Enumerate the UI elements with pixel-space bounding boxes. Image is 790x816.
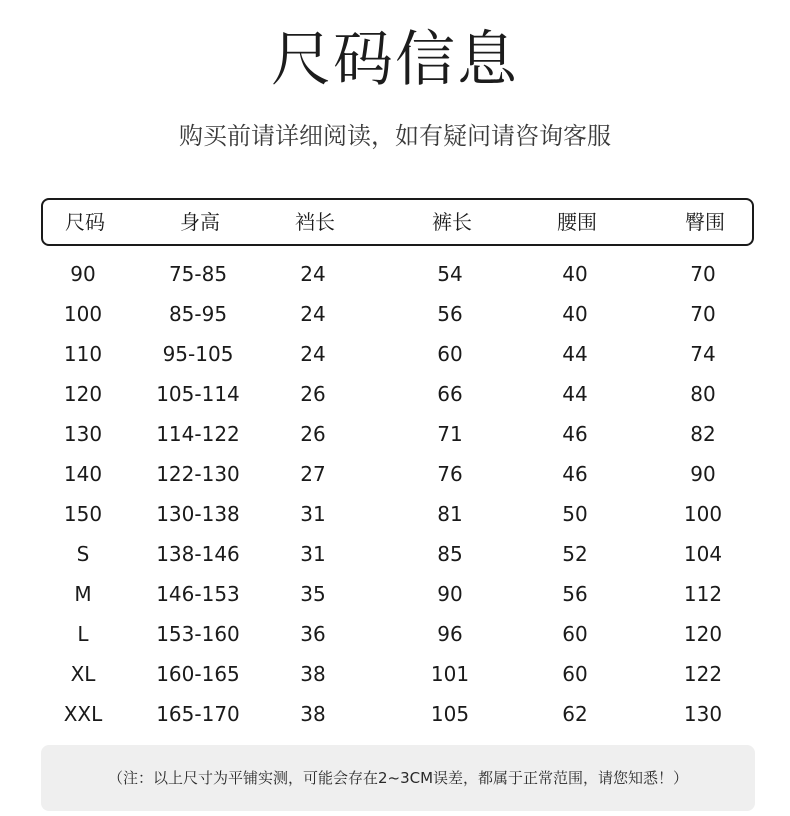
size-note-text: （注：以上尺寸为平铺实测，可能会存在2~3CM误差，都属于正常范围，请您知悉！）: [107, 769, 689, 787]
cell-height: 153-160: [156, 622, 240, 646]
cell-waist: 40: [562, 302, 588, 326]
cell-pants-length: 96: [437, 622, 463, 646]
cell-hip: 90: [690, 462, 716, 486]
cell-hip: 74: [690, 342, 716, 366]
cell-height: 146-153: [156, 582, 240, 606]
cell-waist: 60: [562, 622, 588, 646]
cell-waist: 62: [562, 702, 588, 726]
cell-height: 165-170: [156, 702, 240, 726]
cell-rise: 27: [300, 462, 326, 486]
page-subtitle: 购买前请详细阅读，如有疑问请咨询客服: [179, 122, 611, 150]
cell-size: 100: [63, 302, 103, 326]
table-row: [41, 494, 754, 534]
cell-hip: 120: [683, 622, 723, 646]
cell-size: XL: [70, 662, 96, 686]
cell-hip: 100: [683, 502, 723, 526]
table-row: [41, 614, 754, 654]
cell-rise: 24: [300, 262, 326, 286]
cell-pants-length: 54: [437, 262, 463, 286]
cell-size: 130: [63, 422, 103, 446]
cell-pants-length: 71: [437, 422, 463, 446]
cell-height: 105-114: [156, 382, 240, 406]
cell-rise: 31: [300, 542, 326, 566]
cell-hip: 70: [690, 302, 716, 326]
cell-hip: 104: [683, 542, 723, 566]
cell-waist: 40: [562, 262, 588, 286]
cell-pants-length: 105: [430, 702, 470, 726]
cell-height: 114-122: [156, 422, 240, 446]
cell-pants-length: 60: [437, 342, 463, 366]
table-row: [41, 374, 754, 414]
size-table: [41, 198, 754, 734]
cell-size: 90: [70, 262, 96, 286]
cell-height: 75-85: [168, 262, 228, 286]
cell-height: 138-146: [156, 542, 240, 566]
cell-waist: 44: [562, 382, 588, 406]
header-waist: 腰围: [557, 210, 597, 234]
table-row: [41, 574, 754, 614]
header-pants-length: 裤长: [432, 210, 472, 234]
cell-pants-length: 81: [437, 502, 463, 526]
cell-size: 110: [63, 342, 103, 366]
cell-waist: 56: [562, 582, 588, 606]
cell-pants-length: 85: [437, 542, 463, 566]
cell-size: XXL: [63, 702, 103, 726]
cell-hip: 112: [683, 582, 723, 606]
cell-waist: 60: [562, 662, 588, 686]
cell-waist: 46: [562, 422, 588, 446]
cell-height: 130-138: [156, 502, 240, 526]
cell-waist: 50: [562, 502, 588, 526]
cell-size: 150: [63, 502, 103, 526]
cell-hip: 122: [683, 662, 723, 686]
header-height: 身高: [180, 210, 220, 234]
table-header-row: [41, 198, 754, 246]
size-note: [41, 745, 755, 811]
header-hip: 臀围: [685, 210, 725, 234]
cell-hip: 70: [690, 262, 716, 286]
cell-rise: 24: [300, 342, 326, 366]
cell-waist: 46: [562, 462, 588, 486]
cell-rise: 36: [300, 622, 326, 646]
cell-size: 120: [63, 382, 103, 406]
table-row: [41, 294, 754, 334]
cell-hip: 82: [690, 422, 716, 446]
cell-rise: 31: [300, 502, 326, 526]
table-row: [41, 414, 754, 454]
table-body: [41, 254, 754, 734]
cell-height: 122-130: [156, 462, 240, 486]
cell-hip: 130: [683, 702, 723, 726]
table-row: [41, 254, 754, 294]
cell-height: 95-105: [162, 342, 234, 366]
cell-rise: 38: [300, 662, 326, 686]
cell-rise: 26: [300, 382, 326, 406]
cell-pants-length: 101: [430, 662, 470, 686]
cell-size: M: [74, 582, 92, 606]
cell-pants-length: 56: [437, 302, 463, 326]
cell-rise: 26: [300, 422, 326, 446]
cell-pants-length: 76: [437, 462, 463, 486]
table-row: [41, 454, 754, 494]
table-row: [41, 334, 754, 374]
table-row: [41, 694, 754, 734]
header-size: 尺码: [65, 210, 105, 234]
cell-pants-length: 90: [437, 582, 463, 606]
page-title: 尺码信息: [271, 25, 519, 95]
cell-size: L: [77, 622, 89, 646]
table-row: [41, 654, 754, 694]
cell-size: 140: [63, 462, 103, 486]
cell-rise: 38: [300, 702, 326, 726]
cell-rise: 24: [300, 302, 326, 326]
cell-waist: 44: [562, 342, 588, 366]
header-rise: 裆长: [295, 210, 335, 234]
table-row: [41, 534, 754, 574]
cell-height: 85-95: [168, 302, 228, 326]
cell-pants-length: 66: [437, 382, 463, 406]
cell-rise: 35: [300, 582, 326, 606]
cell-hip: 80: [690, 382, 716, 406]
cell-size: S: [76, 542, 90, 566]
cell-waist: 52: [562, 542, 588, 566]
cell-height: 160-165: [156, 662, 240, 686]
